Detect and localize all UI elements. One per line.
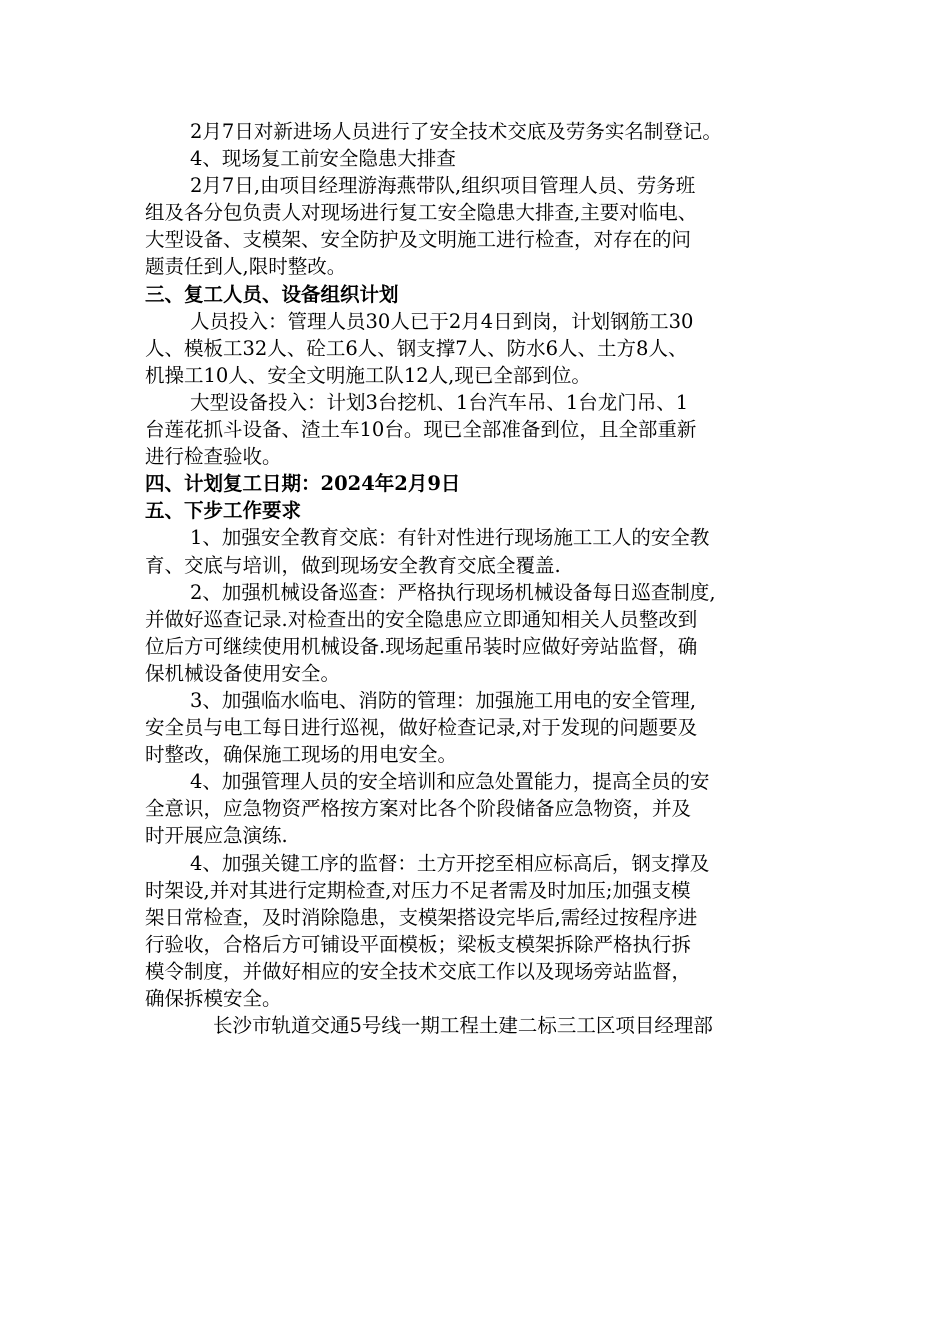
paragraph-line: 机操工10人、安全文明施工队12人,现已全部到位。 (145, 363, 591, 387)
paragraph-line: 全意识，应急物资严格按方案对比各个阶段储备应急物资，并及 (145, 797, 692, 821)
paragraph-line: 2、加强机械设备巡查：严格执行现场机械设备每日巡查制度, (190, 580, 716, 604)
paragraph-line: 确保拆模安全。 (145, 987, 282, 1010)
signature-line: 长沙市轨道交通5号线一期工程土建二标三工区项目经理部 (213, 1014, 713, 1038)
paragraph-line: 时整改，确保施工现场的用电安全。 (145, 743, 458, 767)
paragraph-line: 时架设,并对其进行定期检查,对压力不足者需及时加压;加强支模 (145, 878, 691, 902)
paragraph-line: 进行检查验收。 (145, 445, 282, 469)
paragraph-line: 人、模板工32人、砼工6人、钢支撑7人、防水6人、土方8人、 (145, 336, 688, 360)
paragraph-line: 安全员与电工每日进行巡视，做好检查记录,对于发现的问题要及 (145, 716, 698, 740)
section-heading: 四、计划复工日期：2024年2月9日 (145, 472, 461, 496)
paragraph-line: 保机械设备使用安全。 (145, 661, 341, 685)
paragraph-line: 人员投入：管理人员30人已于2月4日到岗，计划钢筋工30 (190, 309, 694, 333)
paragraph-line: 4、现场复工前安全隐患大排查 (190, 147, 456, 171)
paragraph-line: 并做好巡查记录.对检查出的安全隐患应立即通知相关人员整改到 (145, 607, 698, 631)
paragraph-line: 4、加强关键工序的监督：土方开挖至相应标高后，钢支撑及 (190, 851, 710, 875)
section-heading: 五、下步工作要求 (145, 499, 302, 523)
paragraph-line: 育、交底与培训，做到现场安全教育交底全覆盖. (145, 553, 561, 577)
paragraph-line: 组及各分包负责人对现场进行复工安全隐患大排查,主要对临电、 (145, 201, 698, 225)
paragraph-line: 位后方可继续使用机械设备.现场起重吊装时应做好旁站监督，确 (145, 634, 698, 658)
paragraph-line: 2月7日对新进场人员进行了安全技术交底及劳务实名制登记。 (190, 120, 722, 143)
paragraph-line: 时开展应急演练. (145, 824, 288, 848)
paragraph-line: 1、加强安全教育交底：有针对性进行现场施工工人的安全教 (190, 526, 710, 550)
paragraph-line: 4、加强管理人员的安全培训和应急处置能力，提高全员的安 (190, 770, 710, 794)
paragraph-line: 台莲花抓斗设备、渣土车10台。现已全部准备到位，且全部重新 (145, 418, 697, 442)
paragraph-line: 行验收，合格后方可铺设平面模板；梁板支模架拆除严格执行拆 (145, 932, 692, 956)
paragraph-line: 大型设备、支模架、安全防护及文明施工进行检查，对存在的问 (145, 228, 692, 252)
paragraph-line: 架日常检查，及时消除隐患，支模架搭设完毕后,需经过按程序进 (145, 905, 698, 929)
document-body (145, 118, 810, 1012)
paragraph-line: 3、加强临水临电、消防的管理：加强施工用电的安全管理, (190, 688, 697, 712)
paragraph-line: 大型设备投入：计划3台挖机、1台汽车吊、1台龙门吊、1 (190, 390, 689, 414)
paragraph-line: 2月7日,由项目经理游海燕带队,组织项目管理人员、劳务班 (190, 174, 696, 198)
section-heading: 三、复工人员、设备组织计划 (145, 282, 399, 306)
document-page (145, 118, 810, 1039)
paragraph-line: 模令制度，并做好相应的安全技术交底工作以及现场旁站监督， (145, 959, 692, 983)
paragraph-line: 题责任到人,限时整改。 (145, 255, 347, 279)
